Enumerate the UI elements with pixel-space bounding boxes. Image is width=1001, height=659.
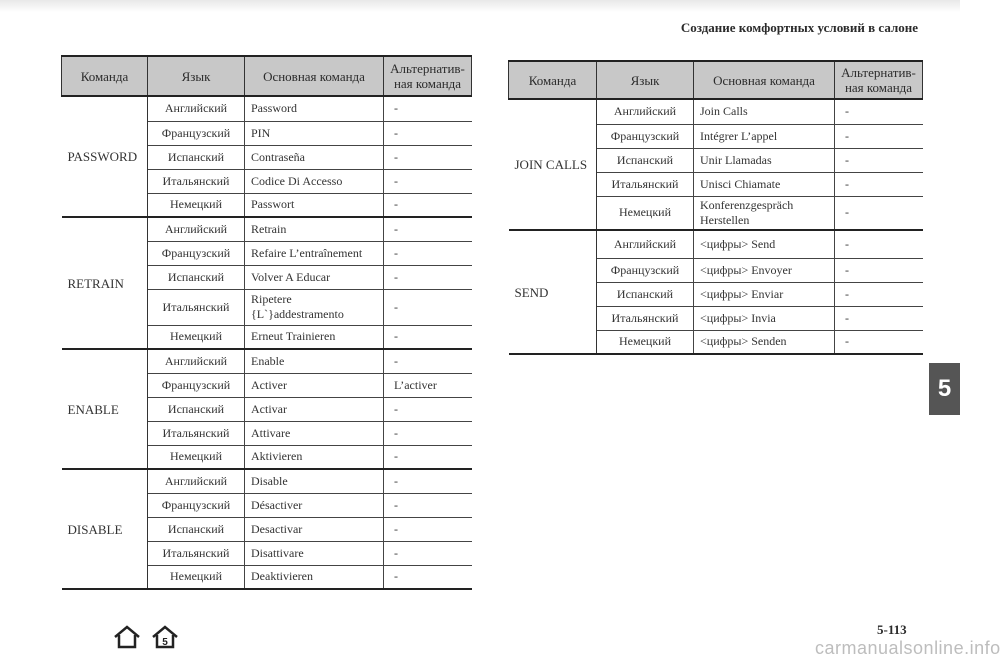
language-cell: Немецкий bbox=[597, 330, 694, 354]
alt-command-cell: - bbox=[384, 217, 472, 241]
alt-command-cell: - bbox=[384, 517, 472, 541]
main-command-cell: Deaktivieren bbox=[245, 565, 384, 589]
column-header-alt-command: Альтернатив-ная команда bbox=[384, 56, 472, 96]
language-cell: Итальянский bbox=[148, 541, 245, 565]
language-cell: Французский bbox=[148, 373, 245, 397]
alt-command-cell: - bbox=[835, 172, 923, 196]
main-command-cell: Unisci Chiamate bbox=[694, 172, 835, 196]
alt-command-cell: - bbox=[384, 469, 472, 493]
chapter-tab[interactable]: 5 bbox=[929, 363, 960, 415]
main-command-cell: Konferenzgespräch Herstellen bbox=[694, 196, 835, 230]
main-command-cell: PIN bbox=[245, 121, 384, 145]
command-group-name: DISABLE bbox=[62, 469, 148, 589]
alt-command-cell: - bbox=[384, 193, 472, 217]
command-group-name: RETRAIN bbox=[62, 217, 148, 349]
main-command-cell: Join Calls bbox=[694, 99, 835, 124]
language-cell: Английский bbox=[597, 230, 694, 258]
alt-command-cell: - bbox=[384, 541, 472, 565]
page-top-shadow bbox=[0, 0, 960, 12]
alt-command-cell: - bbox=[384, 289, 472, 325]
main-command-cell: Retrain bbox=[245, 217, 384, 241]
main-command-cell: Activar bbox=[245, 397, 384, 421]
main-command-cell: <цифры> Send bbox=[694, 230, 835, 258]
column-header-command: Команда bbox=[62, 56, 148, 96]
alt-command-cell: - bbox=[384, 445, 472, 469]
main-command-cell: <цифры> Invia bbox=[694, 306, 835, 330]
alt-command-cell: - bbox=[384, 397, 472, 421]
alt-command-cell: - bbox=[835, 330, 923, 354]
table-body-left bbox=[62, 96, 472, 589]
table-header-row bbox=[62, 56, 472, 96]
column-header-main-command: Основная команда bbox=[694, 61, 835, 99]
main-command-cell: Disable bbox=[245, 469, 384, 493]
main-command-cell: Unir Llamadas bbox=[694, 148, 835, 172]
language-cell: Итальянский bbox=[597, 306, 694, 330]
language-cell: Немецкий bbox=[148, 565, 245, 589]
nav-icons bbox=[112, 624, 180, 650]
language-cell: Немецкий bbox=[148, 193, 245, 217]
main-command-cell: Désactiver bbox=[245, 493, 384, 517]
table-header-row bbox=[509, 61, 923, 99]
alt-command-cell: - bbox=[384, 325, 472, 349]
language-cell: Немецкий bbox=[597, 196, 694, 230]
command-group-name: JOIN CALLS bbox=[509, 99, 597, 230]
main-command-cell: Activer bbox=[245, 373, 384, 397]
column-header-command: Команда bbox=[509, 61, 597, 99]
table-row bbox=[509, 99, 923, 124]
alt-command-cell: - bbox=[384, 169, 472, 193]
alt-command-cell: - bbox=[835, 124, 923, 148]
language-cell: Английский bbox=[148, 349, 245, 373]
language-cell: Испанский bbox=[148, 397, 245, 421]
main-command-cell: Intégrer L’appel bbox=[694, 124, 835, 148]
main-command-cell: Desactivar bbox=[245, 517, 384, 541]
table-row bbox=[62, 217, 472, 241]
alt-command-cell: - bbox=[384, 565, 472, 589]
alt-command-cell: - bbox=[384, 145, 472, 169]
column-header-language: Язык bbox=[148, 56, 245, 96]
alt-command-cell: L’activer bbox=[384, 373, 472, 397]
main-command-cell: Refaire L’entraînement bbox=[245, 241, 384, 265]
table-row bbox=[62, 96, 472, 121]
alt-command-cell: - bbox=[835, 99, 923, 124]
language-cell: Испанский bbox=[597, 282, 694, 306]
column-header-language: Язык bbox=[597, 61, 694, 99]
alt-command-cell: - bbox=[384, 349, 472, 373]
language-cell: Испанский bbox=[148, 265, 245, 289]
command-group-name: ENABLE bbox=[62, 349, 148, 469]
language-cell: Французский bbox=[148, 121, 245, 145]
main-command-cell: Passwort bbox=[245, 193, 384, 217]
language-cell: Английский bbox=[148, 469, 245, 493]
main-command-cell: Attivare bbox=[245, 421, 384, 445]
alt-command-cell: - bbox=[835, 230, 923, 258]
language-cell: Итальянский bbox=[597, 172, 694, 196]
main-command-cell: Volver A Educar bbox=[245, 265, 384, 289]
language-cell: Французский bbox=[597, 258, 694, 282]
language-cell: Итальянский bbox=[148, 169, 245, 193]
main-command-cell: <цифры> Enviar bbox=[694, 282, 835, 306]
language-cell: Немецкий bbox=[148, 325, 245, 349]
chapter-home-icon-label: 5 bbox=[162, 637, 168, 648]
main-command-cell: Aktivieren bbox=[245, 445, 384, 469]
language-cell: Английский bbox=[148, 217, 245, 241]
language-cell: Французский bbox=[148, 241, 245, 265]
main-command-cell: Ripetere {L`}addestramento bbox=[245, 289, 384, 325]
language-cell: Французский bbox=[597, 124, 694, 148]
main-command-cell: Enable bbox=[245, 349, 384, 373]
watermark: carmanualsonline.info bbox=[815, 638, 1001, 658]
table-row bbox=[62, 469, 472, 493]
language-cell: Немецкий bbox=[148, 445, 245, 469]
language-cell: Итальянский bbox=[148, 289, 245, 325]
main-command-cell: <цифры> Envoyer bbox=[694, 258, 835, 282]
alt-command-cell: - bbox=[835, 196, 923, 230]
language-cell: Английский bbox=[597, 99, 694, 124]
alt-command-cell: - bbox=[384, 96, 472, 121]
command-group-name: PASSWORD bbox=[62, 96, 148, 217]
column-header-main-command: Основная команда bbox=[245, 56, 384, 96]
table-row bbox=[509, 230, 923, 258]
voice-command-table-left bbox=[61, 55, 472, 590]
language-cell: Французский bbox=[148, 493, 245, 517]
page-title: Создание комфортных условий в салоне bbox=[680, 20, 918, 35]
language-cell: Испанский bbox=[148, 145, 245, 169]
table-row bbox=[62, 349, 472, 373]
alt-command-cell: - bbox=[384, 265, 472, 289]
main-command-cell: Disattivare bbox=[245, 541, 384, 565]
main-command-cell: Erneut Trainieren bbox=[245, 325, 384, 349]
alt-command-cell: - bbox=[835, 306, 923, 330]
main-command-cell: Password bbox=[245, 96, 384, 121]
alt-command-cell: - bbox=[835, 148, 923, 172]
home-icon[interactable] bbox=[112, 624, 142, 650]
table-body-right bbox=[509, 99, 923, 354]
language-cell: Английский bbox=[148, 96, 245, 121]
language-cell: Испанский bbox=[597, 148, 694, 172]
language-cell: Итальянский bbox=[148, 421, 245, 445]
page-number: 5-113 bbox=[877, 622, 907, 637]
command-group-name: SEND bbox=[509, 230, 597, 354]
alt-command-cell: - bbox=[384, 121, 472, 145]
main-command-cell: <цифры> Senden bbox=[694, 330, 835, 354]
alt-command-cell: - bbox=[384, 421, 472, 445]
language-cell: Испанский bbox=[148, 517, 245, 541]
main-command-cell: Codice Di Accesso bbox=[245, 169, 384, 193]
main-command-cell: Contraseña bbox=[245, 145, 384, 169]
alt-command-cell: - bbox=[835, 282, 923, 306]
alt-command-cell: - bbox=[384, 241, 472, 265]
column-header-alt-command: Альтернатив-ная команда bbox=[835, 61, 923, 99]
alt-command-cell: - bbox=[384, 493, 472, 517]
alt-command-cell: - bbox=[835, 258, 923, 282]
voice-command-table-right bbox=[508, 60, 923, 355]
chapter-home-icon[interactable] bbox=[150, 624, 180, 650]
